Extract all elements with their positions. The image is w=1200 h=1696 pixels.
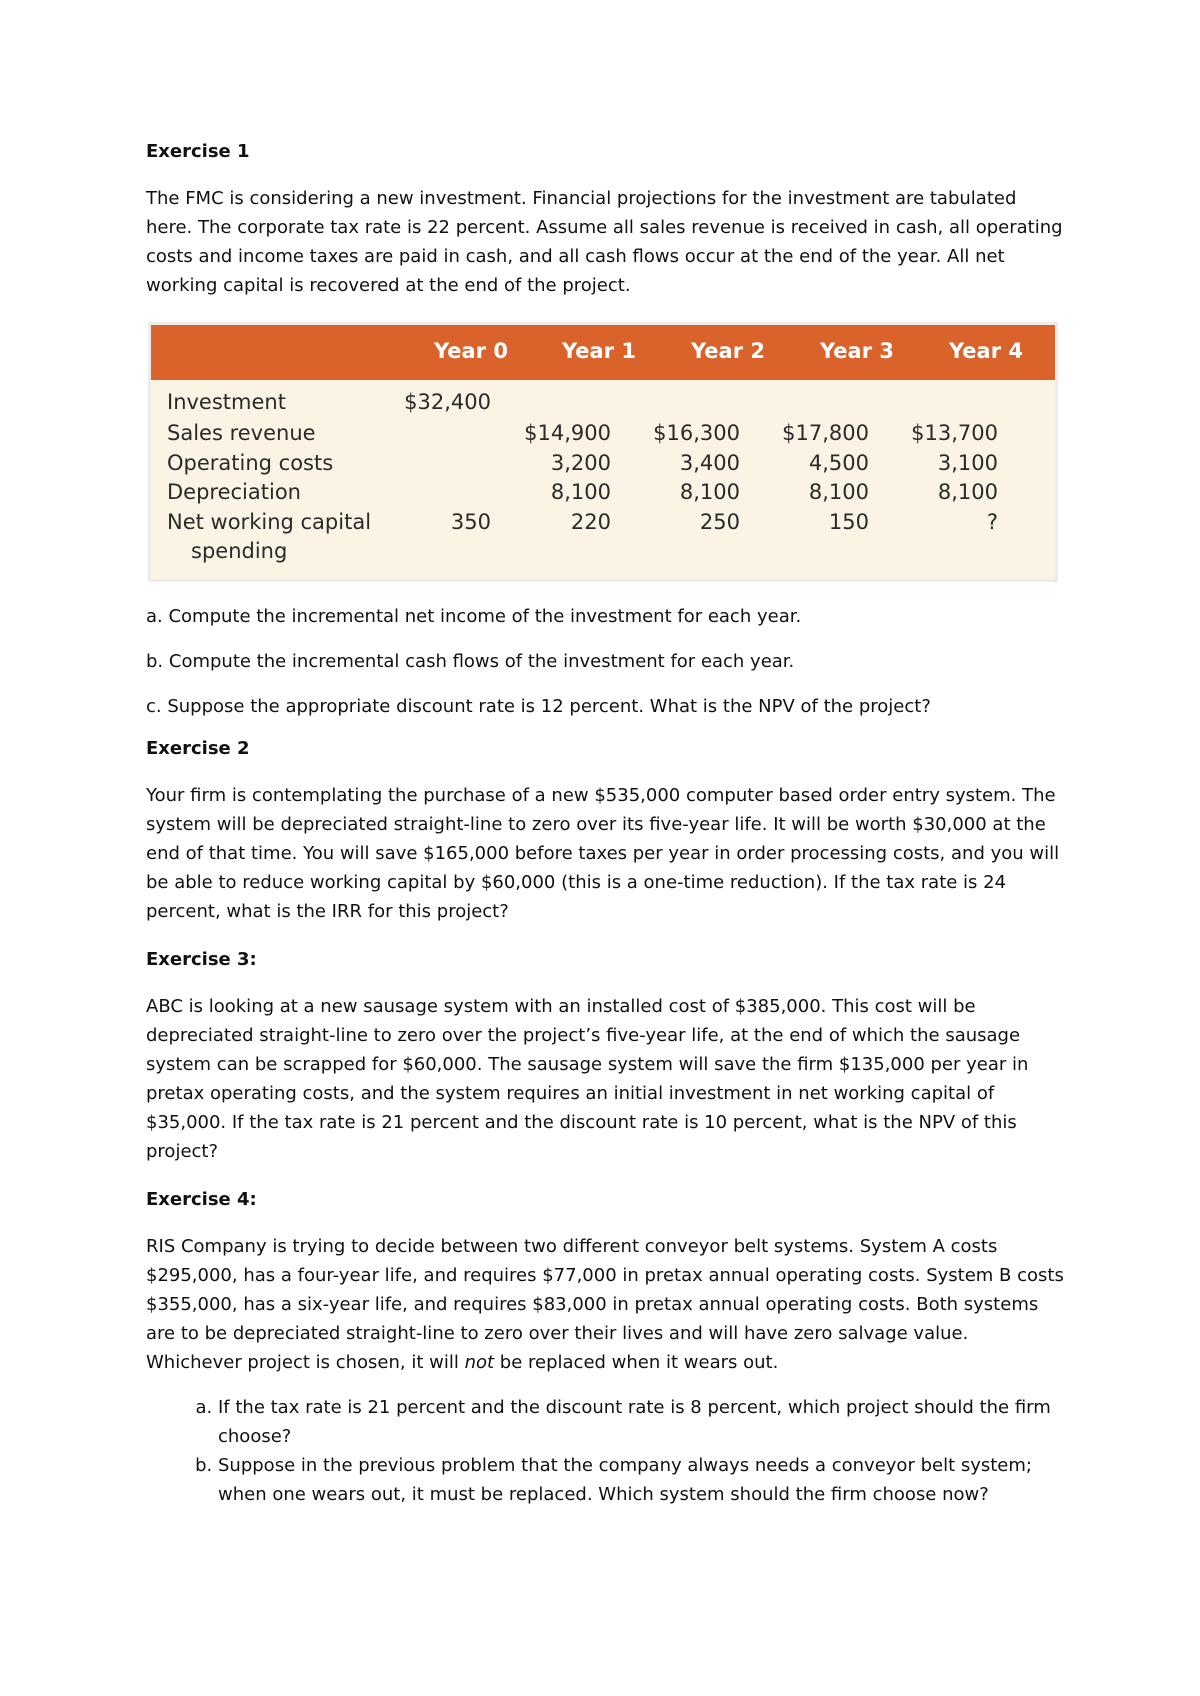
exercise-4-question-list: [146, 1393, 1066, 1509]
header-year-2: Year 2: [691, 339, 765, 363]
cell-year-4: ?: [986, 510, 998, 534]
exercise-4-text-before: RIS Company is trying to decide between two different conveyor belt systems. System A costs $295,000, has a four-year life, and requires $77,000 in pretax annual operating costs. System B costs $355,000, has a six-year life, and requires $83,000 in pretax annual operating costs. Both systems are to be depreciated straight-line to zero over their lives and will have zero salvage value. Whichever project is chosen, it will: [146, 1236, 1064, 1373]
row-label: Investment: [167, 390, 286, 414]
cell-year-1: 3,200: [550, 451, 611, 475]
exercise-4-question-a: a. If the tax rate is 21 percent and the discount rate is 8 percent, which project should the firm choose?: [218, 1393, 1066, 1451]
cell-year-0: 350: [450, 510, 491, 534]
row-label-continuation: spending: [191, 539, 288, 563]
table-row-depreciation: [151, 477, 1055, 507]
exercise-1-question-b: b. Compute the incremental cash flows of the investment for each year.: [146, 651, 795, 672]
projection-table-figure: [148, 322, 1058, 582]
exercise-1-question-c: c. Suppose the appropriate discount rate is 12 percent. What is the NPV of the project?: [146, 696, 931, 717]
exercise-1-heading: Exercise 1: [146, 141, 250, 162]
cell-year-3: 8,100: [808, 480, 869, 504]
cell-year-1: 8,100: [550, 480, 611, 504]
table-row-operating-costs: [151, 448, 1055, 478]
exercise-4-heading: Exercise 4:: [146, 1189, 257, 1210]
table-row-investment: [151, 387, 1055, 417]
exercise-1-intro: The FMC is considering a new investment. Financial projections for the investment are tabulated here. The corporate tax rate is 22 percent. Assume all sales revenue is received in cash, all operating costs and income taxes are paid in cash, and all cash flows occur at the end of the year. All net working capital is recovered at the end of the project.: [146, 188, 1063, 296]
exercise-4-emphasis: not: [464, 1352, 495, 1373]
exercise-4-text-after: be replaced when it wears out.: [494, 1352, 779, 1373]
row-label: Net working capital: [167, 510, 372, 534]
exercise-1-question-a: a. Compute the incremental net income of the investment for each year.: [146, 606, 802, 627]
header-year-0: Year 0: [434, 339, 508, 363]
row-label: Operating costs: [167, 451, 334, 475]
exercise-4-question-b: b. Suppose in the previous problem that the company always needs a conveyor belt system; when one wears out, it must be replaced. Which system should the firm choose now?: [218, 1451, 1066, 1509]
table-header-row: [151, 325, 1055, 380]
cell-year-4: 3,100: [937, 451, 998, 475]
cell-year-3: 4,500: [808, 451, 869, 475]
exercise-4-text: [146, 1232, 1066, 1377]
table-row-net-working-capital: [151, 507, 1055, 537]
exercise-3-heading: Exercise 3:: [146, 949, 257, 970]
cell-year-2: 250: [699, 510, 740, 534]
document-page: [146, 140, 1066, 1509]
table-row-net-working-capital-cont: [151, 536, 1055, 566]
cell-year-4: $13,700: [911, 421, 998, 445]
cell-year-3: $17,800: [782, 421, 869, 445]
cell-year-0: $32,400: [404, 390, 491, 414]
header-year-4: Year 4: [949, 339, 1023, 363]
exercise-2-text: Your firm is contemplating the purchase of a new $535,000 computer based order entry system. The system will be depreciated straight-line to zero over its five-year life. It will be worth $30,000 at the end of that time. You will save $165,000 before taxes per year in order processing costs, and you will be able to reduce working capital by $60,000 (this is a one-time reduction). If the tax rate is 24 percent, what is the IRR for this project?: [146, 785, 1060, 922]
cell-year-2: $16,300: [653, 421, 740, 445]
cell-year-2: 3,400: [679, 451, 740, 475]
cell-year-1: 220: [570, 510, 611, 534]
row-label: Depreciation: [167, 480, 301, 504]
header-year-1: Year 1: [562, 339, 636, 363]
cell-year-2: 8,100: [679, 480, 740, 504]
table-row-sales-revenue: [151, 418, 1055, 448]
cell-year-1: $14,900: [524, 421, 611, 445]
exercise-2-heading: Exercise 2: [146, 738, 250, 759]
cell-year-4: 8,100: [937, 480, 998, 504]
projection-table: [151, 325, 1055, 579]
row-label: Sales revenue: [167, 421, 316, 445]
exercise-3-text: ABC is looking at a new sausage system with an installed cost of $385,000. This cost will be depreciated straight-line to zero over the project’s five-year life, at the end of which the sausage system can be scrapped for $60,000. The sausage system will save the firm $135,000 per year in pretax operating costs, and the system requires an initial investment in net working capital of $35,000. If the tax rate is 21 percent and the discount rate is 10 percent, what is the NPV of this project?: [146, 996, 1029, 1162]
cell-year-3: 150: [828, 510, 869, 534]
header-year-3: Year 3: [820, 339, 894, 363]
